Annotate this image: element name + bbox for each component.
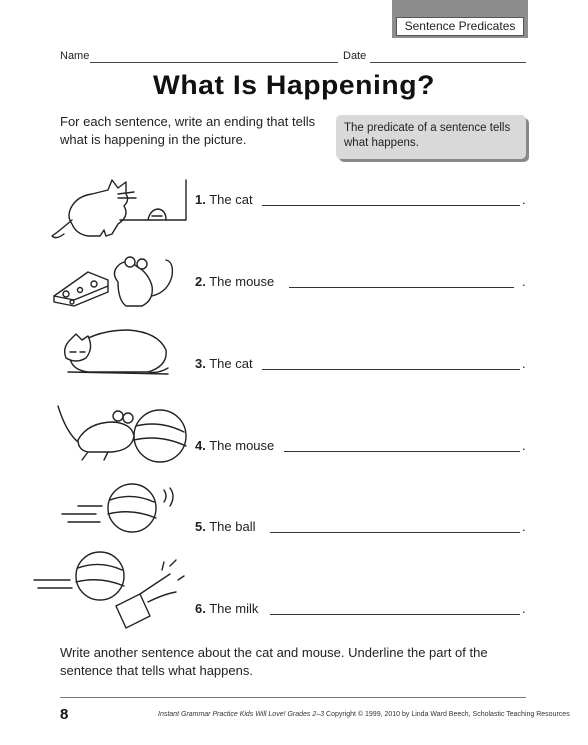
page-number: 8 — [60, 706, 69, 723]
item-number: 4. — [195, 438, 206, 453]
rolling-ball-picture — [48, 480, 193, 542]
item-subject: The mouse — [209, 438, 275, 453]
period: . — [522, 192, 526, 207]
sentence-5 — [195, 519, 255, 534]
footer-divider — [60, 697, 526, 698]
item-number: 3. — [195, 356, 206, 371]
bottom-instruction: Write another sentence about the cat and mouse. Underline the part of the sentence that tells what happens. — [60, 645, 488, 678]
item-subject: The ball — [209, 519, 256, 534]
name-label: Name — [60, 50, 90, 62]
footer-copyright: Copyright © 1999, 2010 by Linda Ward Beech, Scholastic Teaching Resources — [324, 711, 570, 718]
answer-line-2[interactable] — [289, 287, 514, 288]
period: . — [522, 601, 526, 616]
item-subject: The milk — [209, 601, 259, 616]
name-field[interactable] — [90, 62, 338, 63]
sentence-6 — [195, 601, 258, 616]
footer-credit — [158, 711, 570, 718]
mouse-pushing-ball-picture — [48, 402, 193, 464]
item-subject: The cat — [209, 192, 253, 207]
item-subject: The mouse — [209, 274, 275, 289]
section-tab-label: Sentence Predicates — [396, 17, 524, 36]
period: . — [522, 356, 526, 371]
sleeping-cat-picture — [48, 326, 193, 380]
item-number: 6. — [195, 601, 206, 616]
answer-line-1[interactable] — [262, 205, 520, 206]
item-number: 1. — [195, 192, 206, 207]
mouse-with-cheese-picture — [48, 252, 193, 314]
answer-line-4[interactable] — [284, 451, 520, 452]
answer-line-3[interactable] — [262, 369, 520, 370]
item-number: 2. — [195, 274, 206, 289]
instructions: For each sentence, write an ending that tells what is happening in the picture. — [60, 114, 316, 147]
date-label: Date — [343, 50, 367, 62]
sentence-4 — [195, 438, 274, 453]
period: . — [522, 438, 526, 453]
cat-with-mouse-hole-picture — [48, 176, 193, 242]
page-title: What Is Happening? — [153, 70, 435, 100]
sentence-3 — [195, 356, 253, 371]
footer-book-title: Instant Grammar Practice Kids Will Love! Grades 2–3 — [158, 711, 325, 718]
period: . — [522, 519, 526, 534]
answer-line-5[interactable] — [270, 532, 520, 533]
item-subject: The cat — [209, 356, 253, 371]
item-number: 5. — [195, 519, 206, 534]
period: . — [522, 274, 526, 289]
ball-spilling-milk-picture — [30, 546, 193, 630]
section-tab — [392, 0, 528, 38]
sentence-2 — [195, 274, 274, 289]
sentence-1 — [195, 192, 253, 207]
date-field[interactable] — [370, 62, 526, 63]
predicate-note: The predicate of a sentence tells what happens. — [336, 115, 526, 159]
answer-line-6[interactable] — [270, 614, 520, 615]
